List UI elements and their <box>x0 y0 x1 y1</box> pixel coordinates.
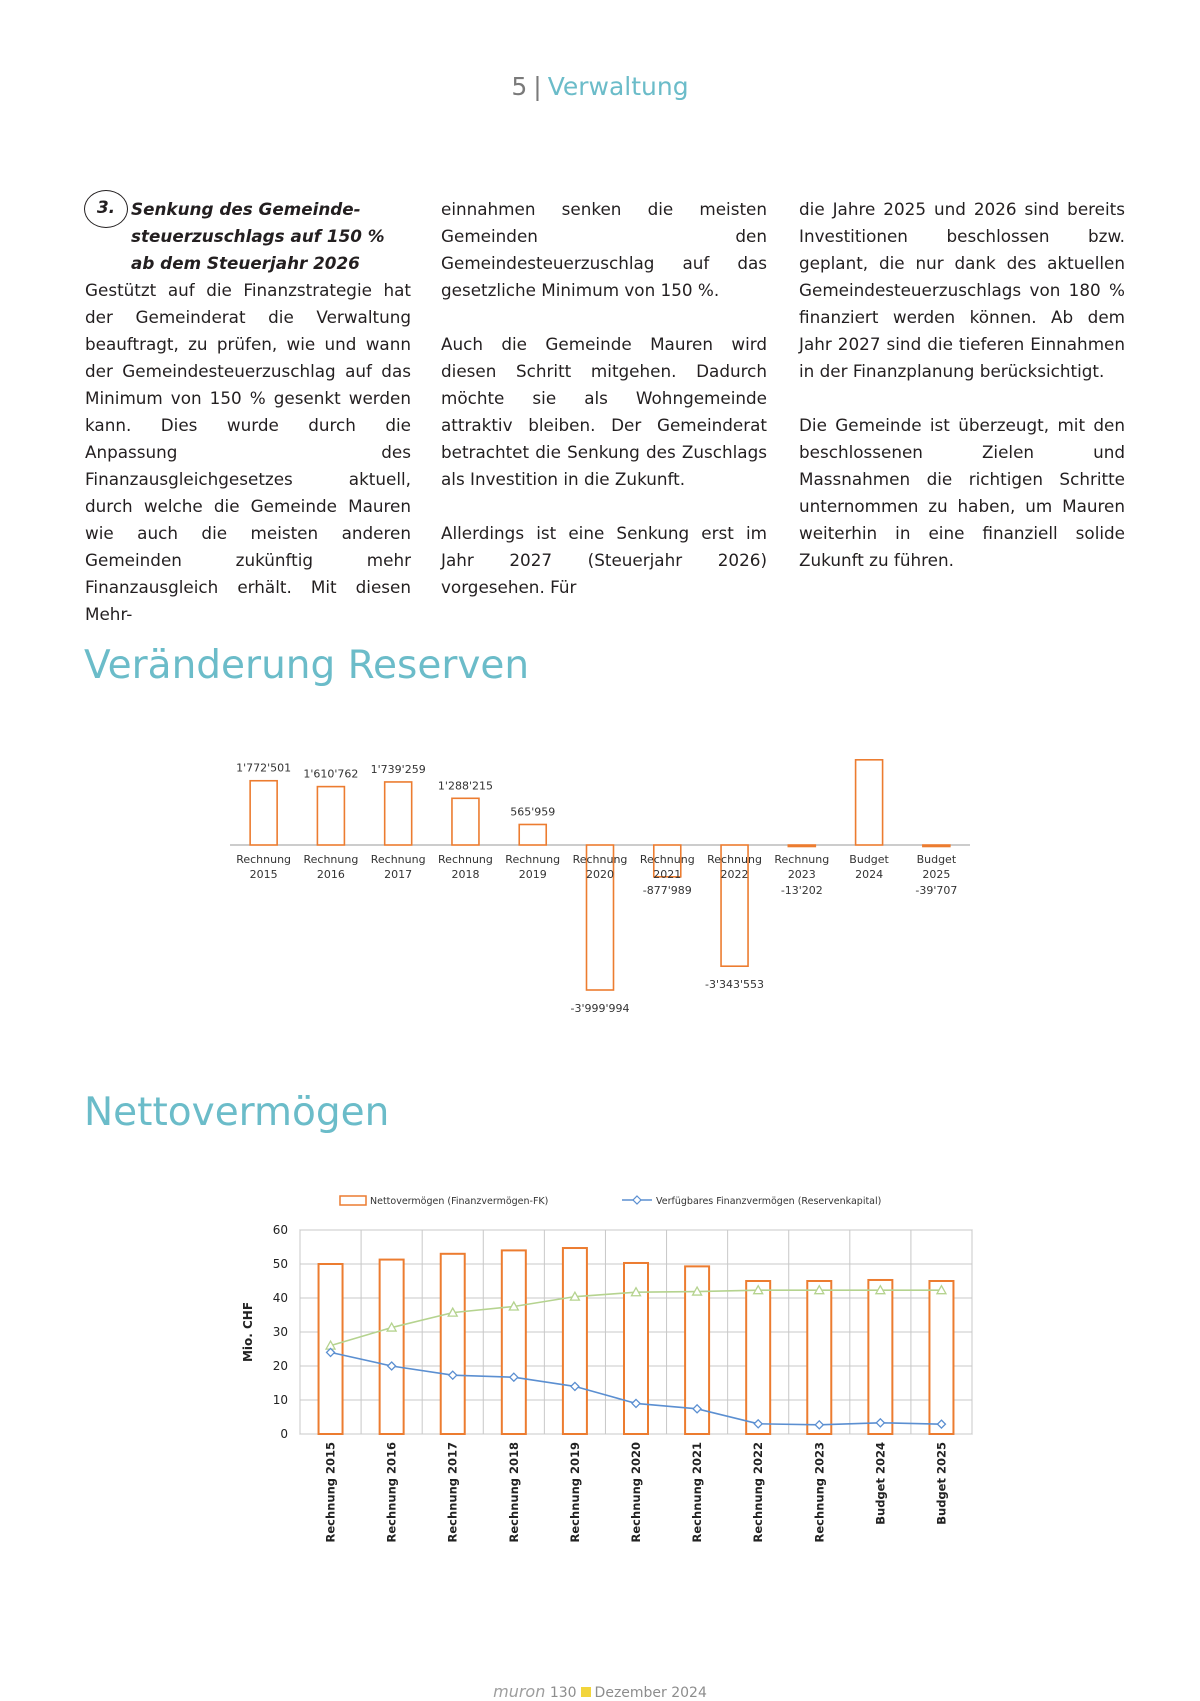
heading-line: Senkung des Gemeinde- <box>131 199 361 219</box>
category-label: Rechnung <box>303 853 359 866</box>
bar <box>868 1280 892 1434</box>
item-number-circle: 3. <box>84 190 128 228</box>
value-label: 1'772'501 <box>236 761 292 775</box>
category-label: 2022 <box>720 868 749 881</box>
column-1 <box>85 196 411 628</box>
category-label: Rechnung <box>236 853 292 866</box>
paragraph: Auch die Gemeinde Mauren wird diesen Schritt mitgehen. Dadurch möchte sie als Wohngemeinde attraktiv bleiben. Der Gemeinderat betrachtet die Senkung des Zuschlags als Investition in die Zukunft. <box>441 334 767 489</box>
column-2 <box>441 196 767 601</box>
x-tick-label: Rechnung 2015 <box>323 1442 338 1543</box>
section-title-reserves: Veränderung Reserven <box>84 643 530 688</box>
bar <box>250 781 277 845</box>
value-label: -39'707 <box>915 884 958 897</box>
category-label: Rechnung <box>707 853 762 866</box>
x-tick-label: Rechnung 2019 <box>567 1442 582 1543</box>
x-tick-label: Rechnung 2017 <box>445 1442 460 1543</box>
value-label: 565'959 <box>510 805 556 819</box>
heading-line: steuerzuschlags auf 150 % <box>131 226 385 246</box>
category-label: Rechnung <box>438 853 493 866</box>
paragraph: die Jahre 2025 und 2026 sind bereits Investitionen beschlossen bzw. geplant, die nur dank des aktuellen Gemeindesteuerzuschlags von 180 % finanziert werden können. Ab dem Jahr 2027 sind die tieferen Einnahmen in der Finanzplanung berücksichtigt. <box>799 199 1125 381</box>
category-label: Rechnung <box>370 853 426 866</box>
y-axis-label: Mio. CHF <box>241 1301 255 1363</box>
category-label: 2015 <box>249 868 278 881</box>
category-label: Rechnung <box>774 853 830 866</box>
bar <box>788 845 815 847</box>
bar <box>385 782 412 845</box>
legend-bar-swatch <box>340 1196 366 1205</box>
x-tick-label: Rechnung 2022 <box>751 1442 766 1543</box>
y-tick-label: 20 <box>272 1359 288 1373</box>
value-label: 1'288'215 <box>437 779 493 793</box>
article-heading <box>131 196 411 277</box>
category-label: Rechnung <box>639 853 695 866</box>
bar <box>452 798 479 845</box>
category-label: 2021 <box>653 868 682 881</box>
x-tick-label: Rechnung 2018 <box>506 1442 521 1543</box>
bar <box>441 1254 465 1434</box>
value-label: -3'999'994 <box>570 1001 630 1015</box>
paragraph: einnahmen senken die meisten Gemeinden den Gemeindesteuerzuschlag auf das gesetzliche Minimum von 150 %. <box>441 199 767 300</box>
y-tick-label: 60 <box>272 1223 288 1237</box>
net-assets-chart <box>230 1190 990 1610</box>
legend-label: Verfügbares Finanzvermögen (Reservenkapital) <box>656 1196 882 1207</box>
x-tick-label: Rechnung 2021 <box>690 1442 705 1543</box>
heading-line: ab dem Steuerjahr 2026 <box>131 253 360 273</box>
legend-label: Nettovermögen (Finanzvermögen-FK) <box>370 1196 549 1207</box>
paragraph: Die Gemeinde ist überzeugt, mit den beschlossenen Zielen und Massnahmen die richtigen Schritte unternommen zu haben, um Mauren weiterhin in eine finanziell solide Zukunft zu führen. <box>799 415 1125 570</box>
category-label: Rechnung <box>505 853 561 866</box>
bar <box>380 1260 404 1434</box>
y-tick-label: 40 <box>272 1291 288 1305</box>
value-label: -13'202 <box>780 884 823 897</box>
category-label: Budget <box>849 853 889 866</box>
magazine-brand: muron <box>493 1682 546 1701</box>
category-label: 2025 <box>922 868 951 881</box>
paragraph: Gestützt auf die Finanzstrategie hat der Gemeinderat die Verwaltung beauftragt, zu prüfen, wie und wann der Gemeindesteuerzuschlag auf das Minimum von 150 % gesenkt werden kann. Dies wurde durch die Anpassung des Finanzausgleichgesetzes aktuell, durch welche die Gemeinde Mauren wie auch die meisten anderen Gemeinden zukünftig mehr Finanzausgleich erhält. Mit diesen Mehr- <box>85 280 411 624</box>
category-label: 2020 <box>586 868 614 881</box>
x-tick-label: Budget 2024 <box>873 1442 888 1525</box>
paragraph: Allerdings ist eine Senkung erst im Jahr 2027 (Steuerjahr 2026) vorgesehen. Für <box>441 523 767 597</box>
x-tick-label: Budget 2025 <box>934 1442 949 1525</box>
category-label: 2019 <box>518 868 547 881</box>
x-tick-label: Rechnung 2016 <box>384 1442 399 1543</box>
category-label: 2018 <box>451 868 480 881</box>
x-tick-label: Rechnung 2020 <box>629 1442 643 1543</box>
page-number: 5 <box>511 72 528 101</box>
category-label: 2016 <box>316 868 345 881</box>
category-label: Rechnung <box>572 853 628 866</box>
section-title-net-assets: Nettovermögen <box>84 1090 390 1135</box>
y-tick-label: 10 <box>272 1393 288 1407</box>
page-header <box>0 72 1200 101</box>
reserves-chart <box>230 730 990 1040</box>
bar <box>563 1248 587 1434</box>
bar <box>317 787 344 845</box>
bar <box>807 1281 831 1434</box>
y-tick-label: 50 <box>272 1257 288 1271</box>
y-tick-label: 30 <box>272 1325 288 1339</box>
category-label: 2017 <box>384 868 413 881</box>
column-3 <box>799 196 1125 574</box>
bar <box>929 1281 953 1434</box>
category-label: Budget <box>916 853 957 866</box>
section-name: Verwaltung <box>547 72 689 101</box>
footer-square <box>581 1687 591 1697</box>
y-tick-label: 0 <box>280 1427 288 1441</box>
issue-date: Dezember 2024 <box>594 1685 707 1701</box>
legend-marker <box>633 1196 641 1204</box>
issue-number: 130 <box>549 1685 577 1701</box>
page-footer <box>0 1682 1200 1701</box>
bar <box>587 845 614 990</box>
header-separator: | <box>533 72 542 101</box>
bar <box>502 1250 526 1434</box>
bar <box>746 1281 770 1434</box>
bar <box>856 760 883 845</box>
bar <box>923 845 950 847</box>
value-label: 1'610'762 <box>303 767 359 781</box>
value-label: 1'739'259 <box>370 762 426 776</box>
bar <box>519 824 546 845</box>
category-label: 2023 <box>787 868 816 881</box>
category-label: 2024 <box>855 868 884 881</box>
value-label: -877'989 <box>642 884 692 897</box>
value-label: -3'343'553 <box>705 978 765 992</box>
x-tick-label: Rechnung 2023 <box>812 1442 827 1543</box>
